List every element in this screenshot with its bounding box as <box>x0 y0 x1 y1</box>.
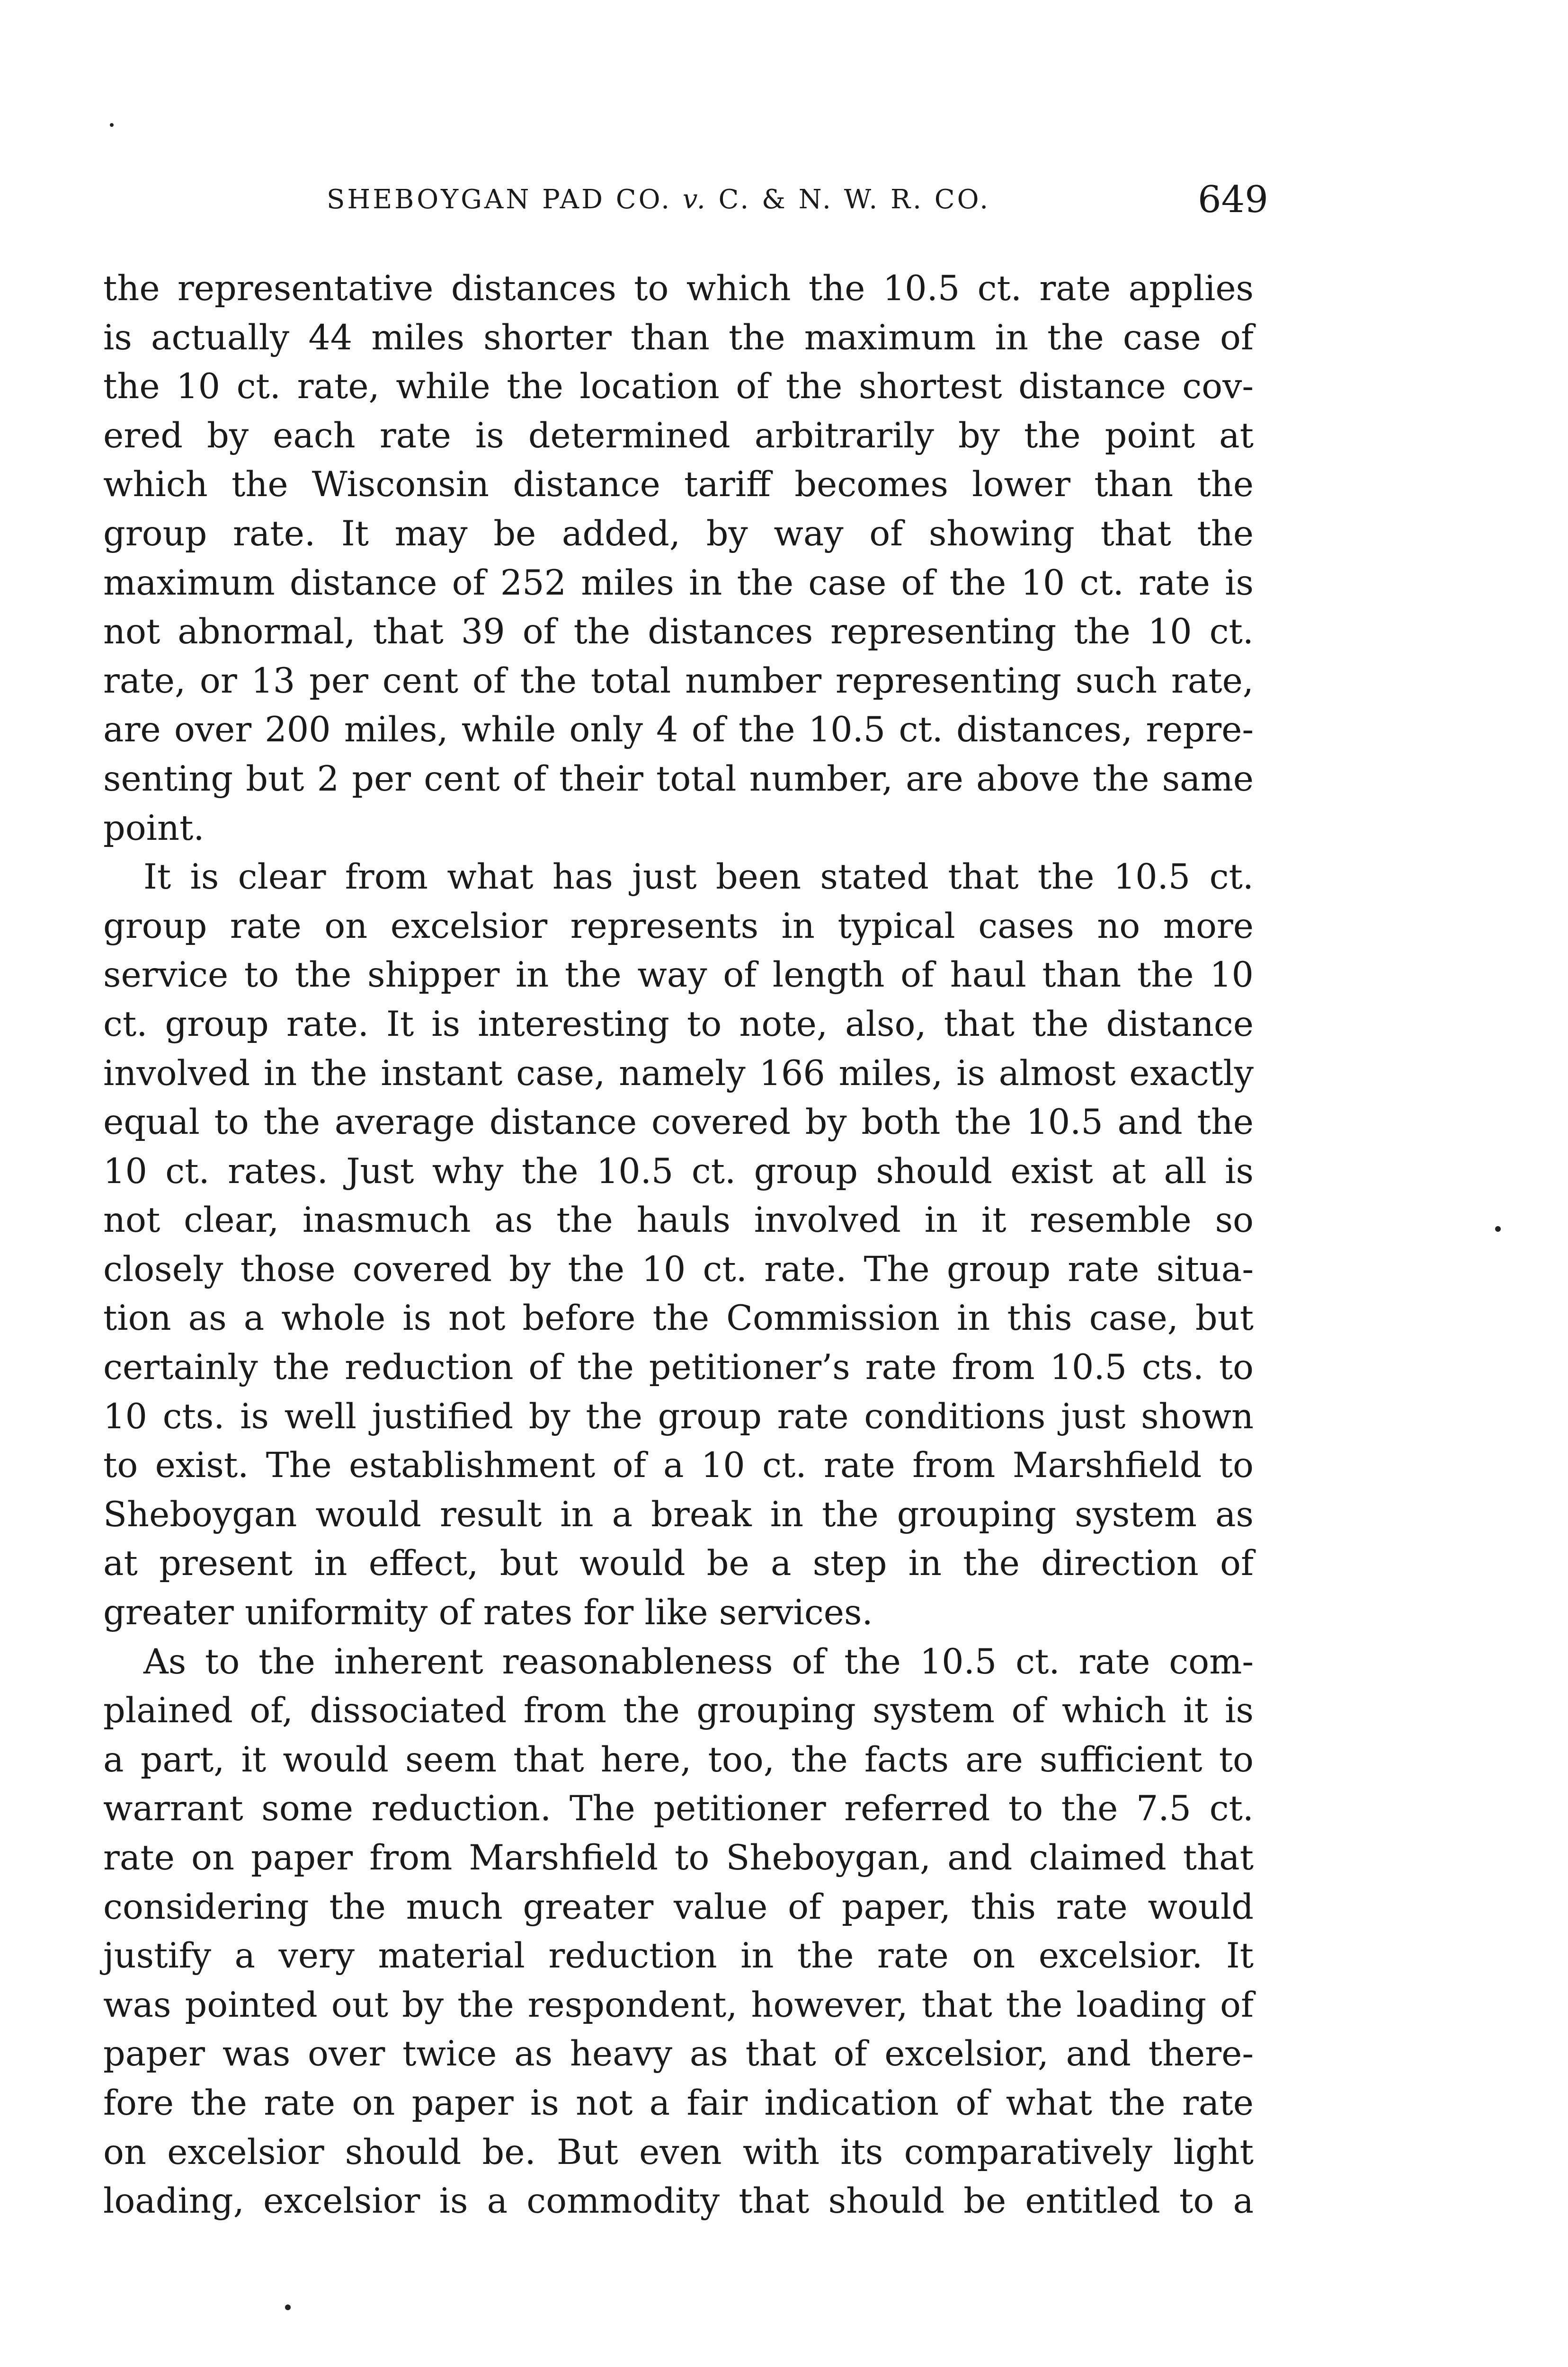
text-line: tion as a whole is not before the Commission in this case, but <box>103 1298 1254 1339</box>
running-head-title-part: C. & N. W. R. CO. <box>707 184 991 215</box>
text-line: fore the rate on paper is not a fair indication of what the rate <box>103 2082 1254 2123</box>
text-line: the 10 ct. rate, while the location of the shortest distance cov- <box>103 366 1254 407</box>
body-text <box>103 264 1254 2226</box>
paragraph-end-line: greater uniformity of rates for like services. <box>103 1593 873 1633</box>
text-line: paper was over twice as heavy as that of excelsior, and there- <box>103 2034 1254 2074</box>
text-line: 10 ct. rates. Just why the 10.5 ct. group should exist at all is <box>103 1151 1254 1192</box>
text-line: rate on paper from Marshfield to Sheboygan, and claimed that <box>103 1838 1254 1878</box>
text-line: is actually 44 miles shorter than the maximum in the case of <box>103 317 1254 358</box>
running-head-versus: v. <box>682 184 708 215</box>
text-line: loading, excelsior is a commodity that should be entitled to a <box>103 2181 1254 2222</box>
paragraph-start-line: As to the inherent reasonableness of the 10.5 ct. rate com- <box>143 1641 1254 1682</box>
paragraph-start-line: It is clear from what has just been stated that the 10.5 ct. <box>143 857 1254 898</box>
text-line: involved in the instant case, namely 166 miles, is almost exactly <box>103 1053 1254 1094</box>
text-line: 10 cts. is well justified by the group rate conditions just shown <box>103 1396 1254 1437</box>
text-line: at present in effect, but would be a step in the direction of <box>103 1543 1254 1584</box>
text-line: Sheboygan would result in a break in the grouping system as <box>103 1494 1254 1535</box>
text-line: group rate. It may be added, by way of showing that the <box>103 513 1254 554</box>
text-line: a part, it would seem that here, too, the facts are sufficient to <box>103 1739 1254 1780</box>
paragraph-end-line: point. <box>103 808 205 848</box>
text-line: rate, or 13 per cent of the total number representing such rate, <box>103 660 1254 701</box>
text-line: group rate on excelsior represents in typical cases no more <box>103 906 1254 946</box>
text-line: to exist. The establishment of a 10 ct. rate from Marshfield to <box>103 1445 1254 1486</box>
text-line: was pointed out by the respondent, however, that the loading of <box>103 1984 1254 2025</box>
text-line: not abnormal, that 39 of the distances representing the 10 ct. <box>103 612 1254 652</box>
text-line: maximum distance of 252 miles in the case of the 10 ct. rate is <box>103 562 1254 603</box>
text-line: on excelsior should be. But even with its comparatively light <box>103 2132 1254 2172</box>
text-line: warrant some reduction. The petitioner referred to the 7.5 ct. <box>103 1789 1254 1829</box>
text-line: closely those covered by the 10 ct. rate. The group rate situa- <box>103 1249 1254 1290</box>
text-line: certainly the reduction of the petitioner’s rate from 10.5 cts. to <box>103 1347 1254 1388</box>
text-line: not clear, inasmuch as the hauls involved in it resemble so <box>103 1200 1254 1241</box>
text-line: plained of, dissociated from the grouping system of which it is <box>103 1691 1254 1731</box>
text-line: ct. group rate. It is interesting to note, also, that the distance <box>103 1004 1254 1044</box>
page-number: 649 <box>1198 178 1268 221</box>
text-line: senting but 2 per cent of their total number, are above the same <box>103 758 1254 799</box>
text-line: considering the much greater value of paper, this rate would <box>103 1886 1254 1927</box>
running-head-title <box>327 176 990 223</box>
text-line: the representative distances to which the 10.5 ct. rate applies <box>103 268 1254 309</box>
text-line: service to the shipper in the way of length of haul than the 10 <box>103 955 1254 996</box>
running-head <box>0 176 1568 223</box>
print-speck <box>110 123 114 127</box>
print-speck <box>1495 1226 1501 1232</box>
text-line: equal to the average distance covered by both the 10.5 and the <box>103 1102 1254 1143</box>
running-head-title-part: SHEBOYGAN PAD CO. <box>327 184 683 215</box>
text-line: justify a very material reduction in the rate on excelsior. It <box>103 1936 1254 1976</box>
text-line: which the Wisconsin distance tariff becomes lower than the <box>103 464 1254 505</box>
text-line: ered by each rate is determined arbitrarily by the point at <box>103 415 1254 456</box>
print-speck <box>285 2305 291 2310</box>
text-line: are over 200 miles, while only 4 of the 10.5 ct. distances, repre- <box>103 710 1254 750</box>
